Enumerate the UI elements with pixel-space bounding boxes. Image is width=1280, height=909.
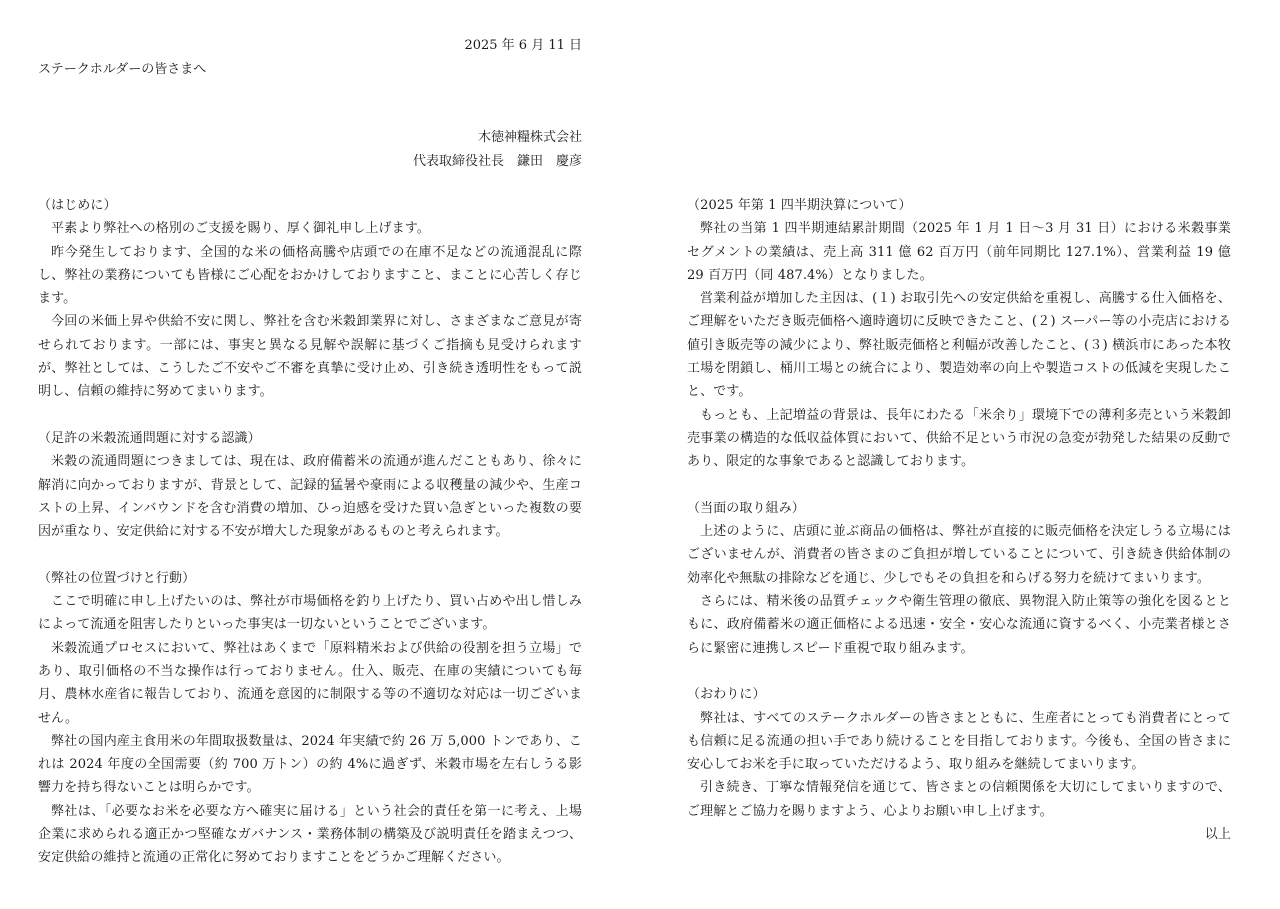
closing-mark: 以上: [1204, 827, 1231, 843]
paragraph: 弊社は、すべてのステークホルダーの皆さまとともに、生産者にとっても消費者にとっても信頼に足る流通の担い手であり続けることを目指しております。今後も、全国の皆さまに安心してお米を手に取っていただけるよう、取り組みを継続してまいります。: [687, 710, 1231, 773]
salutation: ステークホルダーの皆さまへ: [38, 62, 207, 77]
letter-date: 2025 年 6 月 11 日: [464, 38, 582, 53]
section-heading-recognition: （足許の米穀流通問題に対する認識）: [38, 430, 261, 446]
paragraph: 昨今発生しております、全国的な米の価格高騰や店頭での在庫不足などの流通混乱に際し、弊社の業務についても皆様にご心配をおかけしておりますこと、まことに心苦しく存じます。: [38, 244, 582, 307]
sender-block: [38, 126, 582, 174]
section-heading-closing: （おわりに）: [687, 687, 766, 703]
paragraph: もっとも、上記増益の背景は、長年にわたる「米余り」環境下での薄利多売という米穀卸売事業の構造的な低収益体質において、供給不足という市況の急変が勃発した結果の反動であり、限定的な事象であると認識しております。: [687, 407, 1231, 470]
paragraph: 米穀の流通問題につきましては、現在は、政府備蓄米の流通が進んだこともあり、徐々に解消に向かっておりますが、背景として、記録的猛暑や豪雨による収穫量の減少や、生産コストの上昇、インバウンドを含む消費の増加、ひっ迫感を受けた買い急ぎといった複数の要因が重なり、安定供給に対する不安が増大した現象があるものと考えられます。: [38, 454, 582, 540]
paragraph: 引き続き、丁寧な情報発信を通じて、皆さまとの信頼関係を大切にしてまいりますので、ご理解とご協力を賜りますよう、心よりお願い申し上げます。: [687, 780, 1231, 819]
paragraph: 今回の米価上昇や供給不安に関し、弊社を含む米穀卸業界に対し、さまざまなご意見が寄せられております。一部には、事実と異なる見解や誤解に基づくご指摘も見受けられますが、弊社としては、こうしたご不安やご不審を真摯に受け止め、引き続き透明性をもって説明し、信頼の維持に努めてまいります。: [38, 314, 582, 400]
paragraph: さらには、精米後の品質チェックや衛生管理の徹底、異物混入防止策等の強化を図るとともに、政府備蓄米の適正価格による迅速・安全・安心な流通に資するべく、小売業者様とさらに緊密に連携しスピード重視で取り組みます。: [687, 594, 1231, 656]
section-heading-results: （2025 年第 1 四半期決算について）: [687, 198, 912, 213]
section-heading-efforts: （当面の取り組み）: [687, 500, 805, 516]
section-heading-intro: （はじめに）: [38, 198, 117, 213]
paragraph: 上述のように、店頭に並ぶ商品の価格は、弊社が直接的に販売価格を決定しうる立場にはございませんが、消費者の皆さまのご負担が増していることについて、引き続き供給体制の効率化や無駄の排除などを通じ、少しでもその負担を和らげる努力を続けてまいります。: [687, 524, 1231, 586]
company-name: 木徳神糧株式会社: [477, 130, 582, 145]
paragraph: ここで明確に申し上げたいのは、弊社が市場価格を釣り上げたり、買い占めや出し惜しみによって流通を阻害したりといった事実は一切ないということでございます。: [38, 594, 582, 633]
paragraph: 米穀流通プロセスにおいて、弊社はあくまで「原料精米および供給の役割を担う立場」であり、取引価格の不当な操作は行っておりません。仕入、販売、在庫の実績についても毎月、農林水産省に報告しており、流通を意図的に制限する等の不適切な対応は一切ございません。: [38, 640, 582, 726]
right-body: [687, 194, 1231, 846]
section-heading-position: （弊社の位置づけと行動）: [38, 570, 196, 586]
section-gap: [38, 543, 582, 566]
section-gap: [687, 474, 1231, 497]
signatory-name: 代表取締役社長 鎌田 慶彦: [412, 154, 582, 169]
paragraph: 弊社は、「必要なお米を必要な方へ確実に届ける」という社会的責任を第一に考え、上場企業に求められる適正かつ堅確なガバナンス・業務体制の構築及び説明責任を踏まえつつ、安定供給の維持と流通の正常化に努めておりますことをどうかご理解ください。: [38, 803, 582, 866]
paragraph: 弊社の国内産主食用米の年間取扱数量は、2024 年実績で約 26 万 5,000 トンであり、これは 2024 年度の全国需要（約 700 万トン）の約 4%に過ぎず、米穀市場を左右しうる影響力を持ち得ないことは明らかです。: [38, 733, 582, 796]
paragraph: 弊社の当第 1 四半期連結累計期間（2025 年 1 月 1 日～3 月 31 日）における米穀事業セグメントの業績は、売上高 311 億 62 百万円（前年同期比 127.1%）、営業利益 19 億 29 百万円（同 487.4%）となりました。: [687, 221, 1231, 283]
section-gap: [38, 404, 582, 427]
left-body: [38, 194, 582, 870]
section-gap: [687, 660, 1231, 683]
paragraph: 平素より弊社への格別のご支援を賜り、厚く御礼申し上げます。: [51, 221, 430, 237]
paragraph: 営業利益が増加した主因は、(１) お取引先への安定供給を重視し、高騰する仕入価格を、ご理解をいただき販売価格へ適時適切に反映できたこと、(２) スーパー等の小売店における値引き販売等の減少により、弊社販売価格と利幅が改善したこと、(３) 横浜市にあった本牧工場を閉鎖し、桶川工場との統合により、製造効率の向上や製造コストの低減を実現したこと、です。: [687, 291, 1231, 400]
